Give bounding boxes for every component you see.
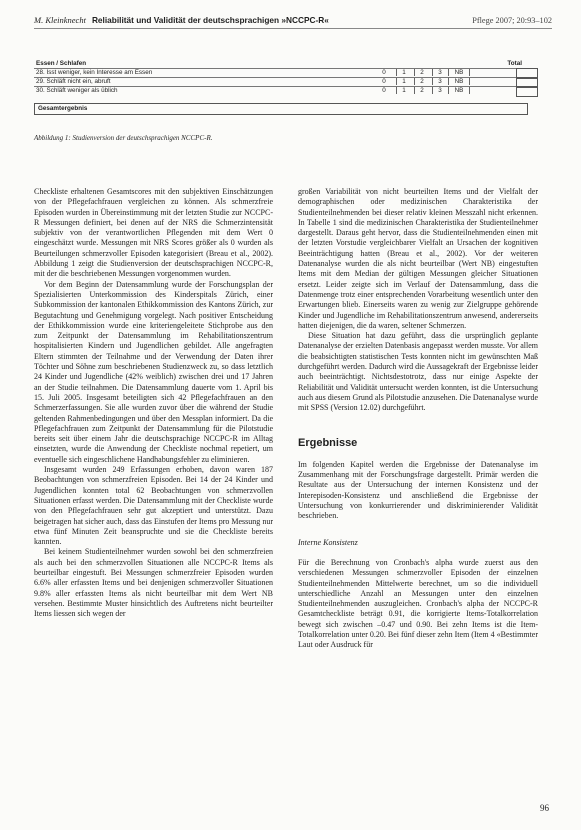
figure-row-cell: 3 [432, 78, 447, 85]
figure-row-label: 28. Isst weniger, kein Interesse am Essen [36, 69, 153, 76]
paragraph: Checkliste erhaltenen Gesamtscores mit den subjektiven Einschätzungen von der Pflegefachfrauen vergleichen zu können. Als schmerzfreie Episoden wurden in Übereinstimmung mit der letzten Studie zur NCCPC-R Messungen definiert, bei denen auf der NRS die Schmerzintensität subjektiv von der verantwortlichen Pflegenden mit dem Wert 0 eingeschätzt wurde. Messungen mit NRS Scores größer als 0 wurden als Beurteilungen schmerzvoller Episoden kategorisiert (Breau et al., 2002). Abbildung 1 zeigt die Studienversion der deutschsprachigen NCCPC-R, mit der die beschriebenen Messungen vorgenommen wurden. [34, 187, 273, 279]
figure-row-cell: 2 [414, 78, 429, 85]
right-column [298, 187, 538, 651]
figure-row-label: 29. Schläft nicht ein, abruft [36, 78, 111, 85]
figure-row-value: 0 [382, 69, 386, 76]
paragraph: Insgesamt wurden 249 Erfassungen erhoben, davon waren 187 Beobachtungen von schmerzfreien Episoden. Bei 14 der 24 Kinder und Jugendlichen konnten total 62 Beobachtungen von schmerzvollen Situationen erfasst werden. Die Datensammlung mit der Checkliste wurde von den Pflegefachfrauen sehr gut akzeptiert und unterstützt. Dazu beigetragen hat sicher auch, dass das Einstufen der Items pro Messung nur etwa fünf Minuten Zeit beanspruchte und sie die Checkliste bereits kannten. [34, 465, 273, 547]
header-title: Reliabilität und Validität der deutschsprachigen »NCCPC-R« [91, 15, 329, 25]
figure-grand-total: Gesamtergebnis [34, 103, 528, 115]
figure-row-nb-cell: NB [448, 87, 470, 94]
figure-row-nb-cell: NB [448, 69, 470, 76]
figure-row [34, 86, 522, 95]
figure-header-row [34, 60, 550, 68]
figure-row-label: 30. Schläft weniger als üblich [36, 87, 118, 94]
figure-row [34, 77, 522, 86]
figure-row-cell: 1 [396, 69, 411, 76]
figure-row-cell: 2 [414, 69, 429, 76]
section-heading: Ergebnisse [298, 436, 358, 449]
figure-section-label: Essen / Schlafen [36, 60, 87, 67]
paragraph: großen Variabilität von nicht beurteilten Items und der Vielfalt der demographischen oder medizinischen Charakteristika der Studienteilnehmenden bei dieser relativ kleinen Messzahl nicht erkennen. In Tabelle 1 sind die medizinischen Charakteristika der Studienteilnehmer dargestellt. Daraus geht hervor, dass die Studienteilnehmenden einen mit der letzten Vorstudie vergleichbarer Vielfalt an Ursachen der kognitiven Beeinträchtigung hatten (Breau et al., 2002). Vor der weiteren Datenanalyse wurden die als nicht beurteilbar (Wert NB) eingestuften Items mit dem Median der gültigen Messungen gleicher Situationen ersetzt. Leider zeigte sich im Verlauf der Datensammlung, dass die Datenmenge trotz einer entsprechenden Vorarbeitung wesentlich unter den Erwartungen blieb. Einerseits waren zu wenig zur Zielgruppe gehörende Kinder und Jugendliche im Rehabilitationszentrum anwesend, andererseits hatten diejenigen, die da waren, seltener Schmerzen. [298, 187, 538, 330]
paragraph: Diese Situation hat dazu geführt, dass die ursprünglich geplante Datenanalyse der erzielten Datenbasis angepasst werden musste. Vor allem die beabsichtigten statistischen Tests konnten nicht im gewünschten Maß durchgeführt werden. Dadurch wird die Aussagekraft der Ergebnisse leider auch beeinträchtigt. Nichtsdestotrotz, dass nur einige Aspekte der Reliabilität und Validität untersucht werden konnten, ist die Untersuchung auch aus diesem Grund als Pilotstudie anzusehen. Die Datenanalyse wurde mit SPSS (Version 12.02) durchgeführt. [298, 331, 538, 413]
figure-row-nb-cell: NB [448, 78, 470, 85]
figure-checklist [34, 60, 550, 130]
figure-row-cell: 3 [432, 87, 447, 94]
paragraph: Bei keinem Studienteilnehmer wurden sowohl bei den schmerzfreien als auch bei den schmerzvollen Situationen alle NCCPC-R Items als beurteilbar eingestuft. Bei Messungen schmerzfreier Episoden wurden 6.6% aller erfassten Items und bei denjenigen schmerzvoller Situationen 9.8% aller erfassten Items als nicht beurteilbar mit dem Wert NB versehen. Bestimmte Muster hinsichtlich des Auftretens nicht beurteilter Items liessen sich wegen der [34, 547, 273, 619]
figure-row-cell: 2 [414, 87, 429, 94]
left-column [34, 187, 273, 619]
figure-total-label: Total [507, 60, 522, 67]
figure-row-value: 0 [382, 78, 386, 85]
figure-caption: Abbildung 1: Studienversion der deutschsprachigen NCCPC-R. [34, 134, 213, 142]
paragraph: Im folgenden Kapitel werden die Ergebnisse der Datenanalyse im Zusammenhang mit der Forschungsfrage dargestellt. Primär werden die Resultate aus der Untersuchung der internen Konsistenz und der Interepisoden-Konsistenz und anschließend die Ergebnisse der Untersuchung von konkurrierender und diskriminierender Validität beschrieben. [298, 459, 538, 521]
paragraph: Für die Berechnung von Cronbach's alpha wurde zuerst aus den verschiedenen Messungen schmerzvoller Episoden der einzelnen Studienteilnehmenden Mittelwerte berechnet, um so die individuell unterschiedliche Anzahl an Messungen unter den einzelnen Studienteilnehmenden auszugleichen. Cronbach's alpha der NCCPC-R Gesamtcheckliste beträgt 0.91, die korrigierte Items-Totalkorrelation bewegt sich zwischen –0.47 und 0.90. Bei zehn Items ist die Item-Totalkorrelation unter 0.20. Bei fünf dieser zehn Item (Item 4 «Bestimmter Laut oder Ausdruck für [298, 557, 538, 650]
paragraph: Vor dem Beginn der Datensammlung wurde der Forschungsplan der Spezialisierten Unterkommission des Kinderspitals Zürich, einer Subkommission der kantonalen Ethikkommission des Kantons Zürich, zur Begutachtung und Genehmigung vorgelegt. Nach positiver Entscheidung der Ethikkommission wurde eine kriteriengeleitete Stichprobe aus den zum Zeitpunkt der Datensammlung im Rehabilitationszentrum hospitalisierten Kindern und Jugendlichen gebildet. Alle angefragten Eltern stimmten der Teilnahme und der Verwendung der Daten ihrer Töchter und Söhne zum beschriebenen Studienzweck zu, so dass letztlich 24 Kinder und Jugendliche (42% weiblich) zwischen drei und 17 Jahren an der Studie teilnahmen. Die Datensammlung dauerte vom 1. April bis 15. Juli 2005. Insgesamt beteiligten sich 42 Pflegefachfrauen an den Schmerzerfassungen. Sie alle wurden zuvor über die während der Studie geltenden Rahmenbedingungen und über den Messplan informiert. Da die Pflegefachfrauen zum Zeitpunkt der Datensammlung für die Pilotstudie bereits seit über einem Jahr die deutschsprachige NCCPC-R im Alltag einsetzten, wurde die Anwendung der Checkliste nochmal repetiert, um eventuelle sich eingeschlichene Handhabungsfehler zu eliminieren. [34, 279, 273, 464]
figure-row-value: 0 [382, 87, 386, 94]
figure-row-cell: 1 [396, 78, 411, 85]
figure-row-total-box [516, 86, 538, 97]
page-number: 96 [540, 803, 549, 813]
figure-row-cell: 1 [396, 87, 411, 94]
header-journal: Pflege 2007; 20:93–102 [472, 15, 552, 25]
figure-row-cell: 3 [432, 69, 447, 76]
figure-row [34, 68, 522, 77]
running-header [34, 12, 552, 29]
header-author: M. Kleinknecht [34, 15, 86, 25]
sub-heading: Interne Konsistenz [298, 537, 358, 547]
